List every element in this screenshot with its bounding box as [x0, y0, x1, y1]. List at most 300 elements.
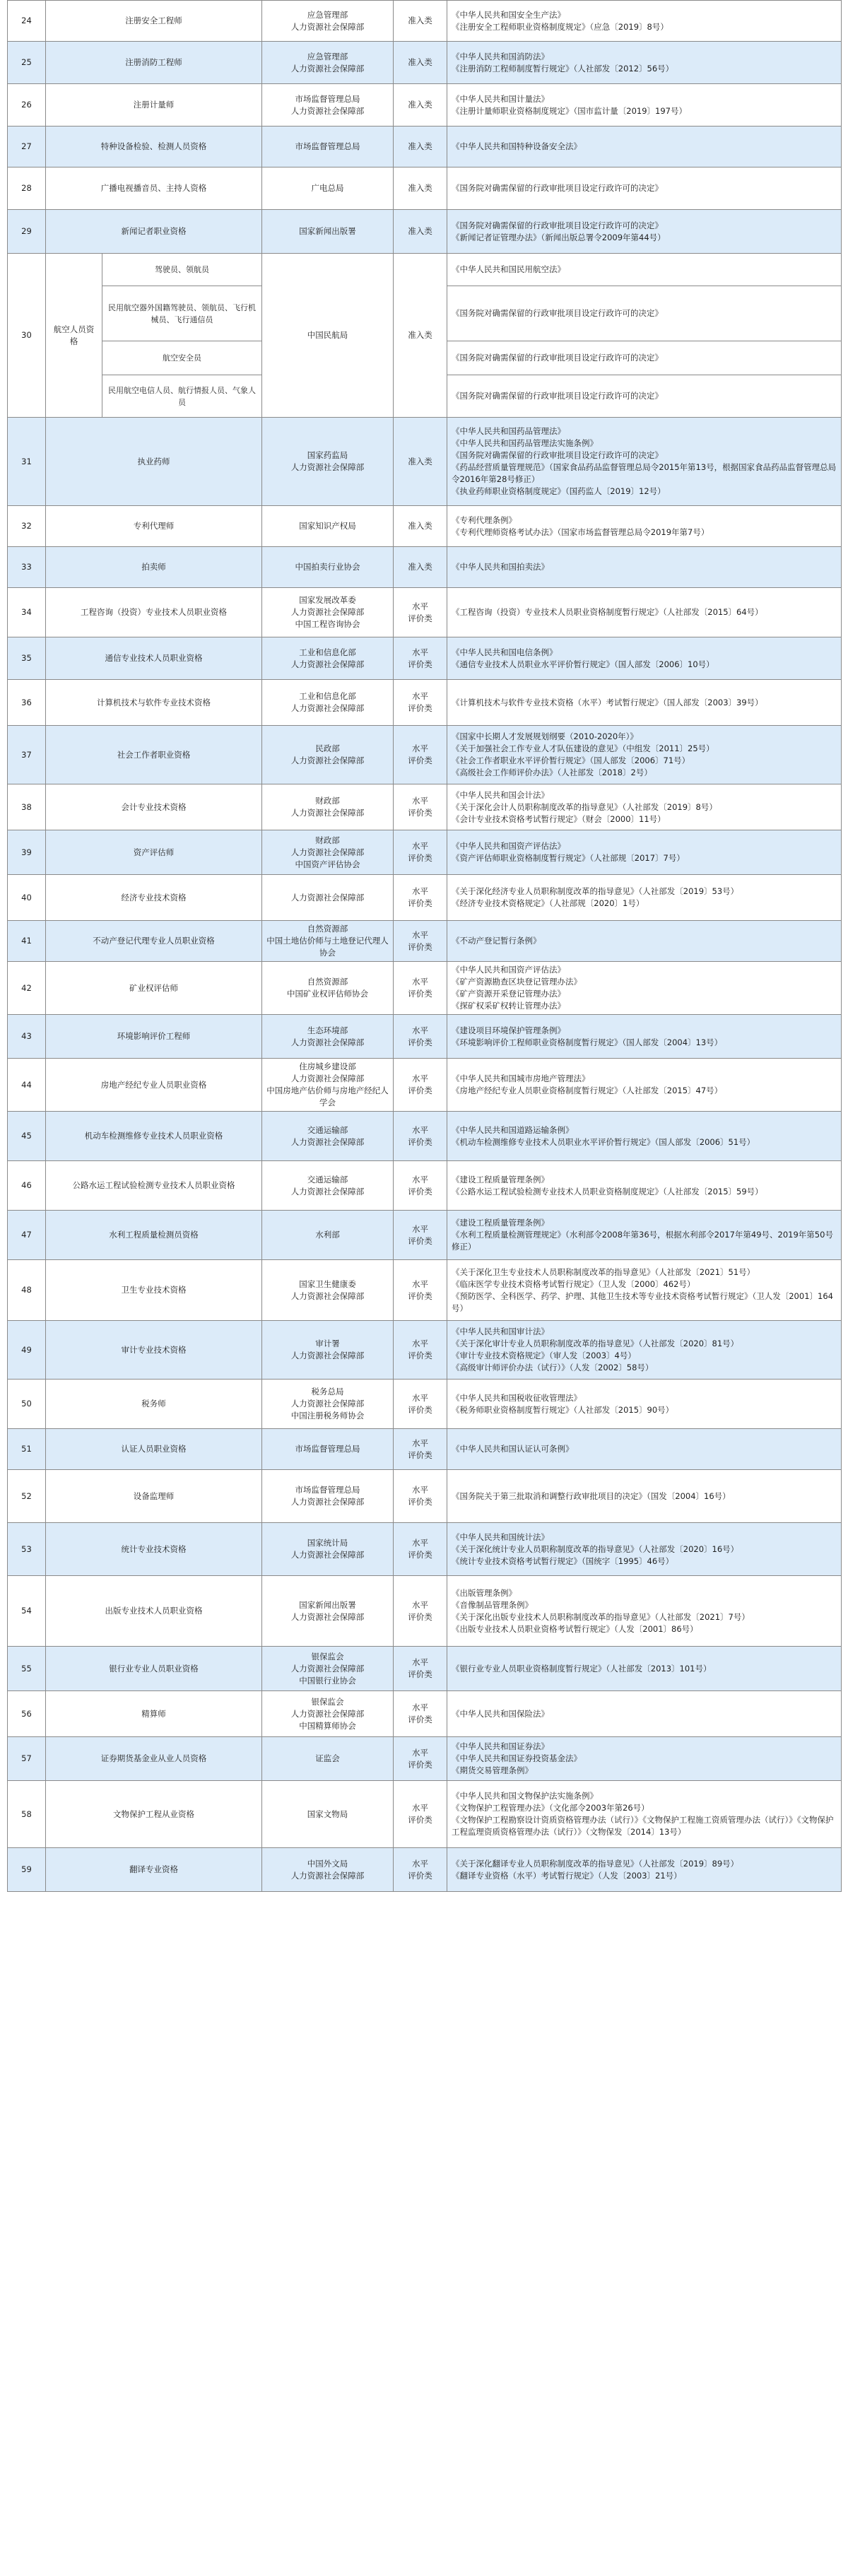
qualification-name: 认证人员职业资格: [46, 1429, 262, 1470]
row-number: 25: [8, 42, 46, 84]
qualification-type: [394, 84, 447, 127]
legal-basis-line: 《国务院对确需保留的行政审批项目设定行政许可的决定》: [452, 391, 663, 401]
type-line: 水平: [412, 1074, 428, 1083]
department-line: 中国外文局: [307, 1858, 348, 1869]
department-line: 人力资源社会保障部: [290, 1611, 365, 1622]
qualification-type: [394, 1691, 447, 1737]
qualification-type: [394, 167, 447, 210]
type-line: 水平: [412, 1223, 428, 1234]
department-line: 银保监会: [311, 1696, 344, 1707]
legal-basis-line: 《中华人民共和国证券投资基金法》: [452, 1753, 582, 1763]
type-line: 评价类: [408, 1870, 432, 1881]
legal-basis-line: 《专利代理师资格考试办法》（国家市场监督管理总局令2019年第7号）: [452, 527, 709, 537]
qualification-type: [394, 1380, 447, 1429]
qualification-name: 统计专业技术资格: [46, 1523, 262, 1576]
sub-category: [102, 375, 262, 418]
department-cell: [262, 127, 394, 167]
legal-basis-line: 《中华人民共和国特种设备安全法》: [452, 141, 582, 151]
legal-basis-line: 《矿产资源勘查区块登记管理办法》: [452, 977, 582, 987]
department-line: 人力资源社会保障部: [290, 1186, 365, 1196]
legal-basis-line: 《高级审计师评价办法（试行）》（人发〔2002〕58号）: [452, 1363, 654, 1372]
table-row: [8, 1647, 842, 1691]
legal-basis-cell: [447, 341, 842, 375]
table-row: [8, 84, 842, 127]
department-line: 市场监督管理总局: [295, 93, 360, 104]
row-number: 58: [8, 1781, 46, 1848]
department-line: 国家新闻出版署: [299, 1599, 356, 1610]
legal-basis-cell: [447, 1647, 842, 1691]
legal-basis-cell: [447, 830, 842, 875]
legal-basis-cell: [447, 726, 842, 784]
qualification-name: 新闻记者职业资格: [46, 210, 262, 254]
row-number: 38: [8, 784, 46, 830]
row-number: 54: [8, 1576, 46, 1647]
department-cell: [262, 1691, 394, 1737]
legal-basis-line: 《中华人民共和国消防法》: [452, 51, 549, 61]
table-row: [8, 1380, 842, 1429]
department-line: 水利部: [315, 1230, 340, 1240]
qualification-type: [394, 875, 447, 921]
legal-basis-line: 《银行业专业人员职业资格制度暂行规定》（人社部发〔2013〕101号）: [452, 1663, 712, 1674]
type-line: 水平: [412, 1702, 428, 1712]
legal-basis-line: 《出版专业技术人员职业资格考试暂行规定》（人发〔2001〕86号）: [452, 1623, 698, 1634]
legal-basis-cell: [447, 547, 842, 588]
qualification-name: 翻译专业资格: [46, 1848, 262, 1892]
department-cell: [262, 547, 394, 588]
department-cell: [262, 588, 394, 637]
type-line: 评价类: [408, 703, 432, 713]
type-line: 评价类: [408, 1086, 432, 1095]
legal-basis-line: 《国务院对确需保留的行政审批项目设定行政许可的决定》: [452, 353, 663, 363]
department-cell: [262, 921, 394, 962]
department-cell: [262, 1848, 394, 1892]
legal-basis-cell: [447, 1015, 842, 1059]
legal-basis-line: 《中华人民共和国安全生产法》: [452, 9, 565, 20]
legal-basis-line: 《不动产登记暂行条例》: [452, 936, 541, 946]
qualification-type: [394, 680, 447, 726]
legal-basis-line: 《关于深化卫生专业技术人员职称制度改革的指导意见》（人社部发〔2021〕51号）: [452, 1266, 755, 1277]
department-line: 人力资源社会保障部: [290, 1550, 365, 1560]
qualification-type: [394, 418, 447, 506]
row-number: 31: [8, 418, 46, 506]
qualification-name: 不动产登记代理专业人员职业资格: [46, 921, 262, 962]
legal-basis-line: 《机动车检测维修专业技术人员职业水平评价暂行规定》（国人部发〔2006〕51号）: [452, 1136, 755, 1147]
row-number: 35: [8, 637, 46, 680]
qualification-type: [394, 506, 447, 547]
table-row: [8, 1737, 842, 1781]
department-line: 人力资源社会保障部: [290, 892, 365, 902]
legal-basis-cell: [447, 84, 842, 127]
table-row: [8, 588, 842, 637]
department-line: 广电总局: [311, 183, 344, 193]
type-line: 水平: [412, 1339, 428, 1348]
qualification-name: 社会工作者职业资格: [46, 726, 262, 784]
type-line: 评价类: [408, 613, 432, 623]
table-row: [8, 167, 842, 210]
qualification-name: 审计专业技术资格: [46, 1321, 262, 1380]
type-line: 水平: [412, 1025, 428, 1035]
row-number: 27: [8, 127, 46, 167]
legal-basis-line: 《税务师职业资格制度暂行规定》（人社部发〔2015〕90号）: [452, 1404, 674, 1415]
qualification-name: 公路水运工程试验检测专业技术人员职业资格: [46, 1161, 262, 1211]
department-line: 人力资源社会保障部: [290, 462, 365, 472]
table-row: [8, 680, 842, 726]
legal-basis-line: 《注册消防工程师制度暂行规定》（人社部发〔2012〕56号）: [452, 63, 674, 73]
department-line: 自然资源部: [307, 977, 348, 987]
type-line: 评价类: [408, 898, 432, 908]
department-line: 生态环境部: [307, 1025, 348, 1035]
legal-basis-line: 《执业药师职业资格制度规定》（国药监人〔2019〕12号）: [452, 486, 666, 496]
qualification-name: 矿业权评估师: [46, 962, 262, 1015]
department-line: 财政部: [315, 796, 340, 806]
qualification-type: [394, 1576, 447, 1647]
type-line: 评价类: [408, 1759, 432, 1770]
table-row: [8, 1260, 842, 1321]
department-cell: [262, 1015, 394, 1059]
type-line: 水平: [412, 1278, 428, 1289]
legal-basis-line: 《中华人民共和国会计法》: [452, 789, 549, 800]
department-line: 应急管理部: [307, 9, 348, 20]
table-row: [8, 637, 842, 680]
department-cell: [262, 1737, 394, 1781]
type-line: 水平: [412, 647, 428, 657]
qualification-name: 税务师: [46, 1380, 262, 1429]
row-number: 37: [8, 726, 46, 784]
legal-basis-cell: [447, 1260, 842, 1321]
legal-basis-line: 《中华人民共和国文物保护法实施条例》: [452, 1791, 598, 1801]
table-row: [8, 418, 842, 506]
legal-basis-line: 《统计专业技术资格考试暂行规定》（国统字〔1995〕46号）: [452, 1555, 674, 1566]
qualification-type: [394, 254, 447, 418]
legal-basis-line: 《关于深化审计专业人员职称制度改革的指导意见》（人社部发〔2020〕81号）: [452, 1339, 739, 1348]
legal-basis-cell: [447, 637, 842, 680]
department-cell: [262, 637, 394, 680]
sub-category-line: 民用航空器外国籍驾驶员、领航员、飞行机械员、飞行通信员: [108, 302, 256, 324]
department-line: 市场监督管理总局: [295, 1444, 360, 1454]
table-row: [8, 1523, 842, 1576]
department-line: 工业和信息化部: [299, 691, 356, 701]
table-row: [8, 42, 842, 84]
department-line: 国家卫生健康委: [299, 1278, 356, 1289]
legal-basis-line: 《中华人民共和国统计法》: [452, 1531, 549, 1542]
qualification-name: 房地产经纪专业人员职业资格: [46, 1059, 262, 1112]
department-line: 中国拍卖行业协会: [295, 562, 360, 572]
table-row: [8, 1, 842, 42]
table-row: [8, 726, 842, 784]
department-line: 人力资源社会保障部: [290, 1663, 365, 1674]
row-number: 43: [8, 1015, 46, 1059]
legal-basis-line: 《资产评估师职业资格制度暂行规定》（人社部规〔2017〕7号）: [452, 853, 685, 863]
department-cell: [262, 680, 394, 726]
sub-category: [102, 341, 262, 375]
qualification-type: [394, 127, 447, 167]
type-line: 评价类: [408, 941, 432, 952]
qualification-name: 特种设备检验、检测人员资格: [46, 127, 262, 167]
row-number: 48: [8, 1260, 46, 1321]
department-cell: [262, 1429, 394, 1470]
legal-basis-line: 《房地产经纪专业人员职业资格制度暂行规定》（人社部发〔2015〕47号）: [452, 1086, 723, 1095]
qualification-name: 银行业专业人员职业资格: [46, 1647, 262, 1691]
qualification-name: 注册计量师: [46, 84, 262, 127]
department-line: 民政部: [315, 743, 340, 753]
legal-basis-line: 《注册安全工程师职业资格制度规定》（应急〔2019〕8号）: [452, 21, 669, 32]
qualification-type: [394, 962, 447, 1015]
type-line: 评价类: [408, 989, 432, 999]
department-cell: [262, 1, 394, 42]
table-row: [8, 1848, 842, 1892]
row-number: 51: [8, 1429, 46, 1470]
legal-basis-line: 《中华人民共和国审计法》: [452, 1327, 549, 1336]
department-line: 国家文物局: [307, 1809, 348, 1819]
department-line: 人力资源社会保障部: [290, 659, 365, 669]
legal-basis-line: 《关于深化出版专业技术人员职称制度改革的指导意见》（人社部发〔2021〕7号）: [452, 1611, 750, 1622]
type-line: 准入类: [408, 330, 432, 340]
legal-basis-cell: [447, 1, 842, 42]
legal-basis-cell: [447, 1691, 842, 1737]
row-number: 47: [8, 1211, 46, 1260]
department-line: 交通运输部: [307, 1174, 348, 1184]
table-row: [8, 1576, 842, 1647]
legal-basis-cell: [447, 506, 842, 547]
department-cell: [262, 1647, 394, 1691]
legal-basis-line: 《新闻记者证管理办法》（新闻出版总署令2009年第44号）: [452, 232, 666, 242]
legal-basis-line: 《预防医学、全科医学、药学、护理、其他卫生技术等专业技术资格考试暂行规定》（卫人发〔2001〕164号）: [452, 1290, 833, 1313]
legal-basis-cell: [447, 962, 842, 1015]
legal-basis-line: 《社会工作者职业水平评价暂行规定》（国人部发〔2006〕71号）: [452, 755, 690, 765]
legal-basis-line: 《环境影响评价工程师职业资格制度暂行规定》（国人部发〔2004〕13号）: [452, 1037, 723, 1047]
type-line: 水平: [412, 841, 428, 851]
legal-basis-cell: [447, 1112, 842, 1161]
table-row: [8, 875, 842, 921]
qualification-name: 计算机技术与软件专业技术资格: [46, 680, 262, 726]
legal-basis-line: 《关于加强社会工作专业人才队伍建设的意见》（中组发〔2011〕25号）: [452, 743, 714, 753]
qualification-name: 拍卖师: [46, 547, 262, 588]
legal-basis-line: 《中华人民共和国税收征收管理法》: [452, 1392, 582, 1403]
legal-basis-cell: [447, 1523, 842, 1576]
legal-basis-cell: [447, 680, 842, 726]
legal-basis-line: 《会计专业技术资格考试暂行规定》（财会〔2000〕11号）: [452, 813, 666, 824]
type-line: 准入类: [408, 57, 432, 67]
type-line: 准入类: [408, 521, 432, 531]
department-cell: [262, 1380, 394, 1429]
qualification-type: [394, 726, 447, 784]
type-line: 评价类: [408, 1290, 432, 1301]
type-line: 准入类: [408, 562, 432, 572]
qualification-type: [394, 1429, 447, 1470]
type-line: 水平: [412, 1437, 428, 1448]
department-line: 人力资源社会保障部: [290, 63, 365, 73]
department-cell: [262, 210, 394, 254]
department-line: 人力资源社会保障部: [290, 105, 365, 116]
row-number: 30: [8, 254, 46, 418]
legal-basis-line: 《期货交易管理条例》: [452, 1765, 533, 1775]
department-cell: [262, 875, 394, 921]
legal-basis-line: 《中华人民共和国民用航空法》: [452, 264, 565, 274]
qualification-type: [394, 830, 447, 875]
department-cell: [262, 1470, 394, 1523]
table-row: [8, 127, 842, 167]
legal-basis-cell: [447, 1211, 842, 1260]
department-line: 中国民航局: [307, 330, 348, 340]
table-row: [8, 830, 842, 875]
row-number: 39: [8, 830, 46, 875]
type-line: 评价类: [408, 1351, 432, 1360]
department-line: 人力资源社会保障部: [290, 703, 365, 713]
legal-basis-cell: [447, 784, 842, 830]
qualification-type: [394, 1470, 447, 1523]
qualification-name: 注册安全工程师: [46, 1, 262, 42]
legal-basis-cell: [447, 42, 842, 84]
department-line: 市场监督管理总局: [295, 141, 360, 151]
table-row: [8, 210, 842, 254]
type-line: 评价类: [408, 853, 432, 863]
department-line: 交通运输部: [307, 1124, 348, 1135]
legal-basis-line: 《药品经营质量管理规范》（国家食品药品监督管理总局令2015年第13号，根据国家食品药品监督管理总局令2016年第28号修正）: [452, 462, 837, 484]
qualification-name: 通信专业技术人员职业资格: [46, 637, 262, 680]
legal-basis-line: 《国务院对确需保留的行政审批项目设定行政许可的决定》: [452, 183, 663, 193]
legal-basis-line: 《经济专业技术资格规定》（人社部规〔2020〕1号）: [452, 898, 644, 908]
legal-basis-line: 《水利工程质量检测管理规定》（水利部令2008年第36号，根据水利部令2017年第49号、2019年第50号修正）: [452, 1230, 833, 1252]
qualification-type: [394, 1260, 447, 1321]
qualification-name: 设备监理师: [46, 1470, 262, 1523]
sub-category: [102, 286, 262, 341]
sub-category-line: 航空安全员: [163, 353, 201, 363]
legal-basis-line: 《音像制品管理条例》: [452, 1599, 533, 1610]
row-number: 41: [8, 921, 46, 962]
qualification-type: [394, 1523, 447, 1576]
legal-basis-cell: [447, 1848, 842, 1892]
legal-basis-line: 《文物保护工程管理办法》（文化部令2003年第26号）: [452, 1803, 649, 1813]
legal-basis-line: 《中华人民共和国计量法》: [452, 93, 549, 104]
department-line: 人力资源社会保障部: [290, 755, 365, 765]
qualification-type: [394, 1781, 447, 1848]
type-line: 评价类: [408, 1235, 432, 1246]
department-line: 人力资源社会保障部: [290, 808, 365, 818]
table-row: [8, 1161, 842, 1211]
department-line: 银保监会: [311, 1651, 344, 1662]
legal-basis-cell: [447, 375, 842, 418]
row-number: 24: [8, 1, 46, 42]
type-line: 评价类: [408, 1550, 432, 1560]
qualification-name: 文物保护工程从业资格: [46, 1781, 262, 1848]
department-line: 人力资源社会保障部: [290, 1708, 365, 1719]
row-number: 36: [8, 680, 46, 726]
department-line: 中国银行业协会: [299, 1675, 356, 1686]
row-number: 32: [8, 506, 46, 547]
legal-basis-line: 《关于深化统计专业人员职称制度改革的指导意见》（人社部发〔2020〕16号）: [452, 1543, 739, 1554]
legal-basis-line: 《临床医学专业技术资格考试暂行规定》（卫人发〔2000〕462号）: [452, 1278, 695, 1289]
row-number: 45: [8, 1112, 46, 1161]
qualification-type: [394, 588, 447, 637]
type-line: 水平: [412, 1485, 428, 1495]
legal-basis-line: 《公路水运工程试验检测专业技术人员职业资格制度规定》（人社部发〔2015〕59号）: [452, 1186, 763, 1196]
qualification-name: 会计专业技术资格: [46, 784, 262, 830]
row-number: 56: [8, 1691, 46, 1737]
legal-basis-line: 《中华人民共和国证券法》: [452, 1741, 549, 1751]
qualification-name: 工程咨询（投资）专业技术人员职业资格: [46, 588, 262, 637]
legal-basis-line: 《文物保护工程勘察设计资质资格管理办法（试行）》《文物保护工程施工资质管理办法（试行）》《文物保护工程监理资质资格管理办法（试行）》（文物保发〔2014〕13号）: [452, 1815, 834, 1837]
qualification-type: [394, 1, 447, 42]
legal-basis-cell: [447, 286, 842, 341]
department-cell: [262, 1576, 394, 1647]
department-line: 住房城乡建设部: [299, 1061, 356, 1071]
qualification-name: 经济专业技术资格: [46, 875, 262, 921]
legal-basis-line: 《通信专业技术人员职业水平评价暂行规定》（国人部发〔2006〕10号）: [452, 659, 714, 669]
legal-basis-line: 《高级社会工作师评价办法》（人社部发〔2018〕2号）: [452, 767, 652, 777]
qualification-type: [394, 1737, 447, 1781]
legal-basis-line: 《国家中长期人才发展规划纲要（2010-2020年）》: [452, 731, 638, 741]
legal-basis-line: 《探矿权采矿权转让管理办法》: [452, 1001, 565, 1011]
qualification-type: [394, 1112, 447, 1161]
type-line: 评价类: [408, 755, 432, 765]
legal-basis-cell: [447, 1321, 842, 1380]
table-row: [8, 506, 842, 547]
legal-basis-cell: [447, 1429, 842, 1470]
department-cell: [262, 84, 394, 127]
type-line: 评价类: [408, 1037, 432, 1047]
department-cell: [262, 418, 394, 506]
legal-basis-cell: [447, 875, 842, 921]
type-line: 水平: [412, 929, 428, 940]
type-line: 水平: [412, 886, 428, 896]
type-line: 评价类: [408, 1136, 432, 1147]
legal-basis-line: 《中华人民共和国拍卖法》: [452, 562, 549, 572]
legal-basis-cell: [447, 254, 842, 286]
legal-basis-cell: [447, 1161, 842, 1211]
qualification-name: 环境影响评价工程师: [46, 1015, 262, 1059]
type-line: 准入类: [408, 141, 432, 151]
qualification-name: 执业药师: [46, 418, 262, 506]
type-line: 水平: [412, 1124, 428, 1135]
type-line: 水平: [412, 601, 428, 611]
department-line: 人力资源社会保障部: [290, 1351, 365, 1360]
department-line: 人力资源社会保障部: [290, 21, 365, 32]
legal-basis-cell: [447, 1470, 842, 1523]
qualification-table: [7, 0, 842, 1892]
row-number: 44: [8, 1059, 46, 1112]
type-line: 准入类: [408, 16, 432, 25]
qualification-name: 精算师: [46, 1691, 262, 1737]
legal-basis-cell: [447, 210, 842, 254]
legal-basis-cell: [447, 418, 842, 506]
qualification-name: 机动车检测维修专业技术人员职业资格: [46, 1112, 262, 1161]
sub-category-line: 驾驶员、领航员: [155, 265, 209, 274]
department-cell: [262, 42, 394, 84]
legal-basis-line: 《中华人民共和国资产评估法》: [452, 841, 565, 851]
department-cell: [262, 1781, 394, 1848]
qualification-type: [394, 1848, 447, 1892]
department-cell: [262, 506, 394, 547]
type-line: 准入类: [408, 456, 432, 466]
type-line: 评价类: [408, 1715, 432, 1724]
type-line: 评价类: [408, 659, 432, 669]
department-cell: [262, 1059, 394, 1112]
row-number: 46: [8, 1161, 46, 1211]
department-line: 人力资源社会保障部: [290, 1074, 365, 1083]
legal-basis-cell: [447, 1737, 842, 1781]
type-line: 评价类: [408, 1497, 432, 1507]
department-line: 人力资源社会保障部: [290, 1136, 365, 1147]
table-row: [8, 921, 842, 962]
type-line: 水平: [412, 1599, 428, 1610]
type-line: 评价类: [408, 1186, 432, 1196]
department-line: 人力资源社会保障部: [290, 1399, 365, 1408]
department-line: 中国资产评估协会: [295, 859, 360, 869]
qualification-name: 卫生专业技术资格: [46, 1260, 262, 1321]
legal-basis-cell: [447, 1576, 842, 1647]
type-line: 水平: [412, 1392, 428, 1403]
legal-basis-line: 《专利代理条例》: [452, 514, 517, 525]
